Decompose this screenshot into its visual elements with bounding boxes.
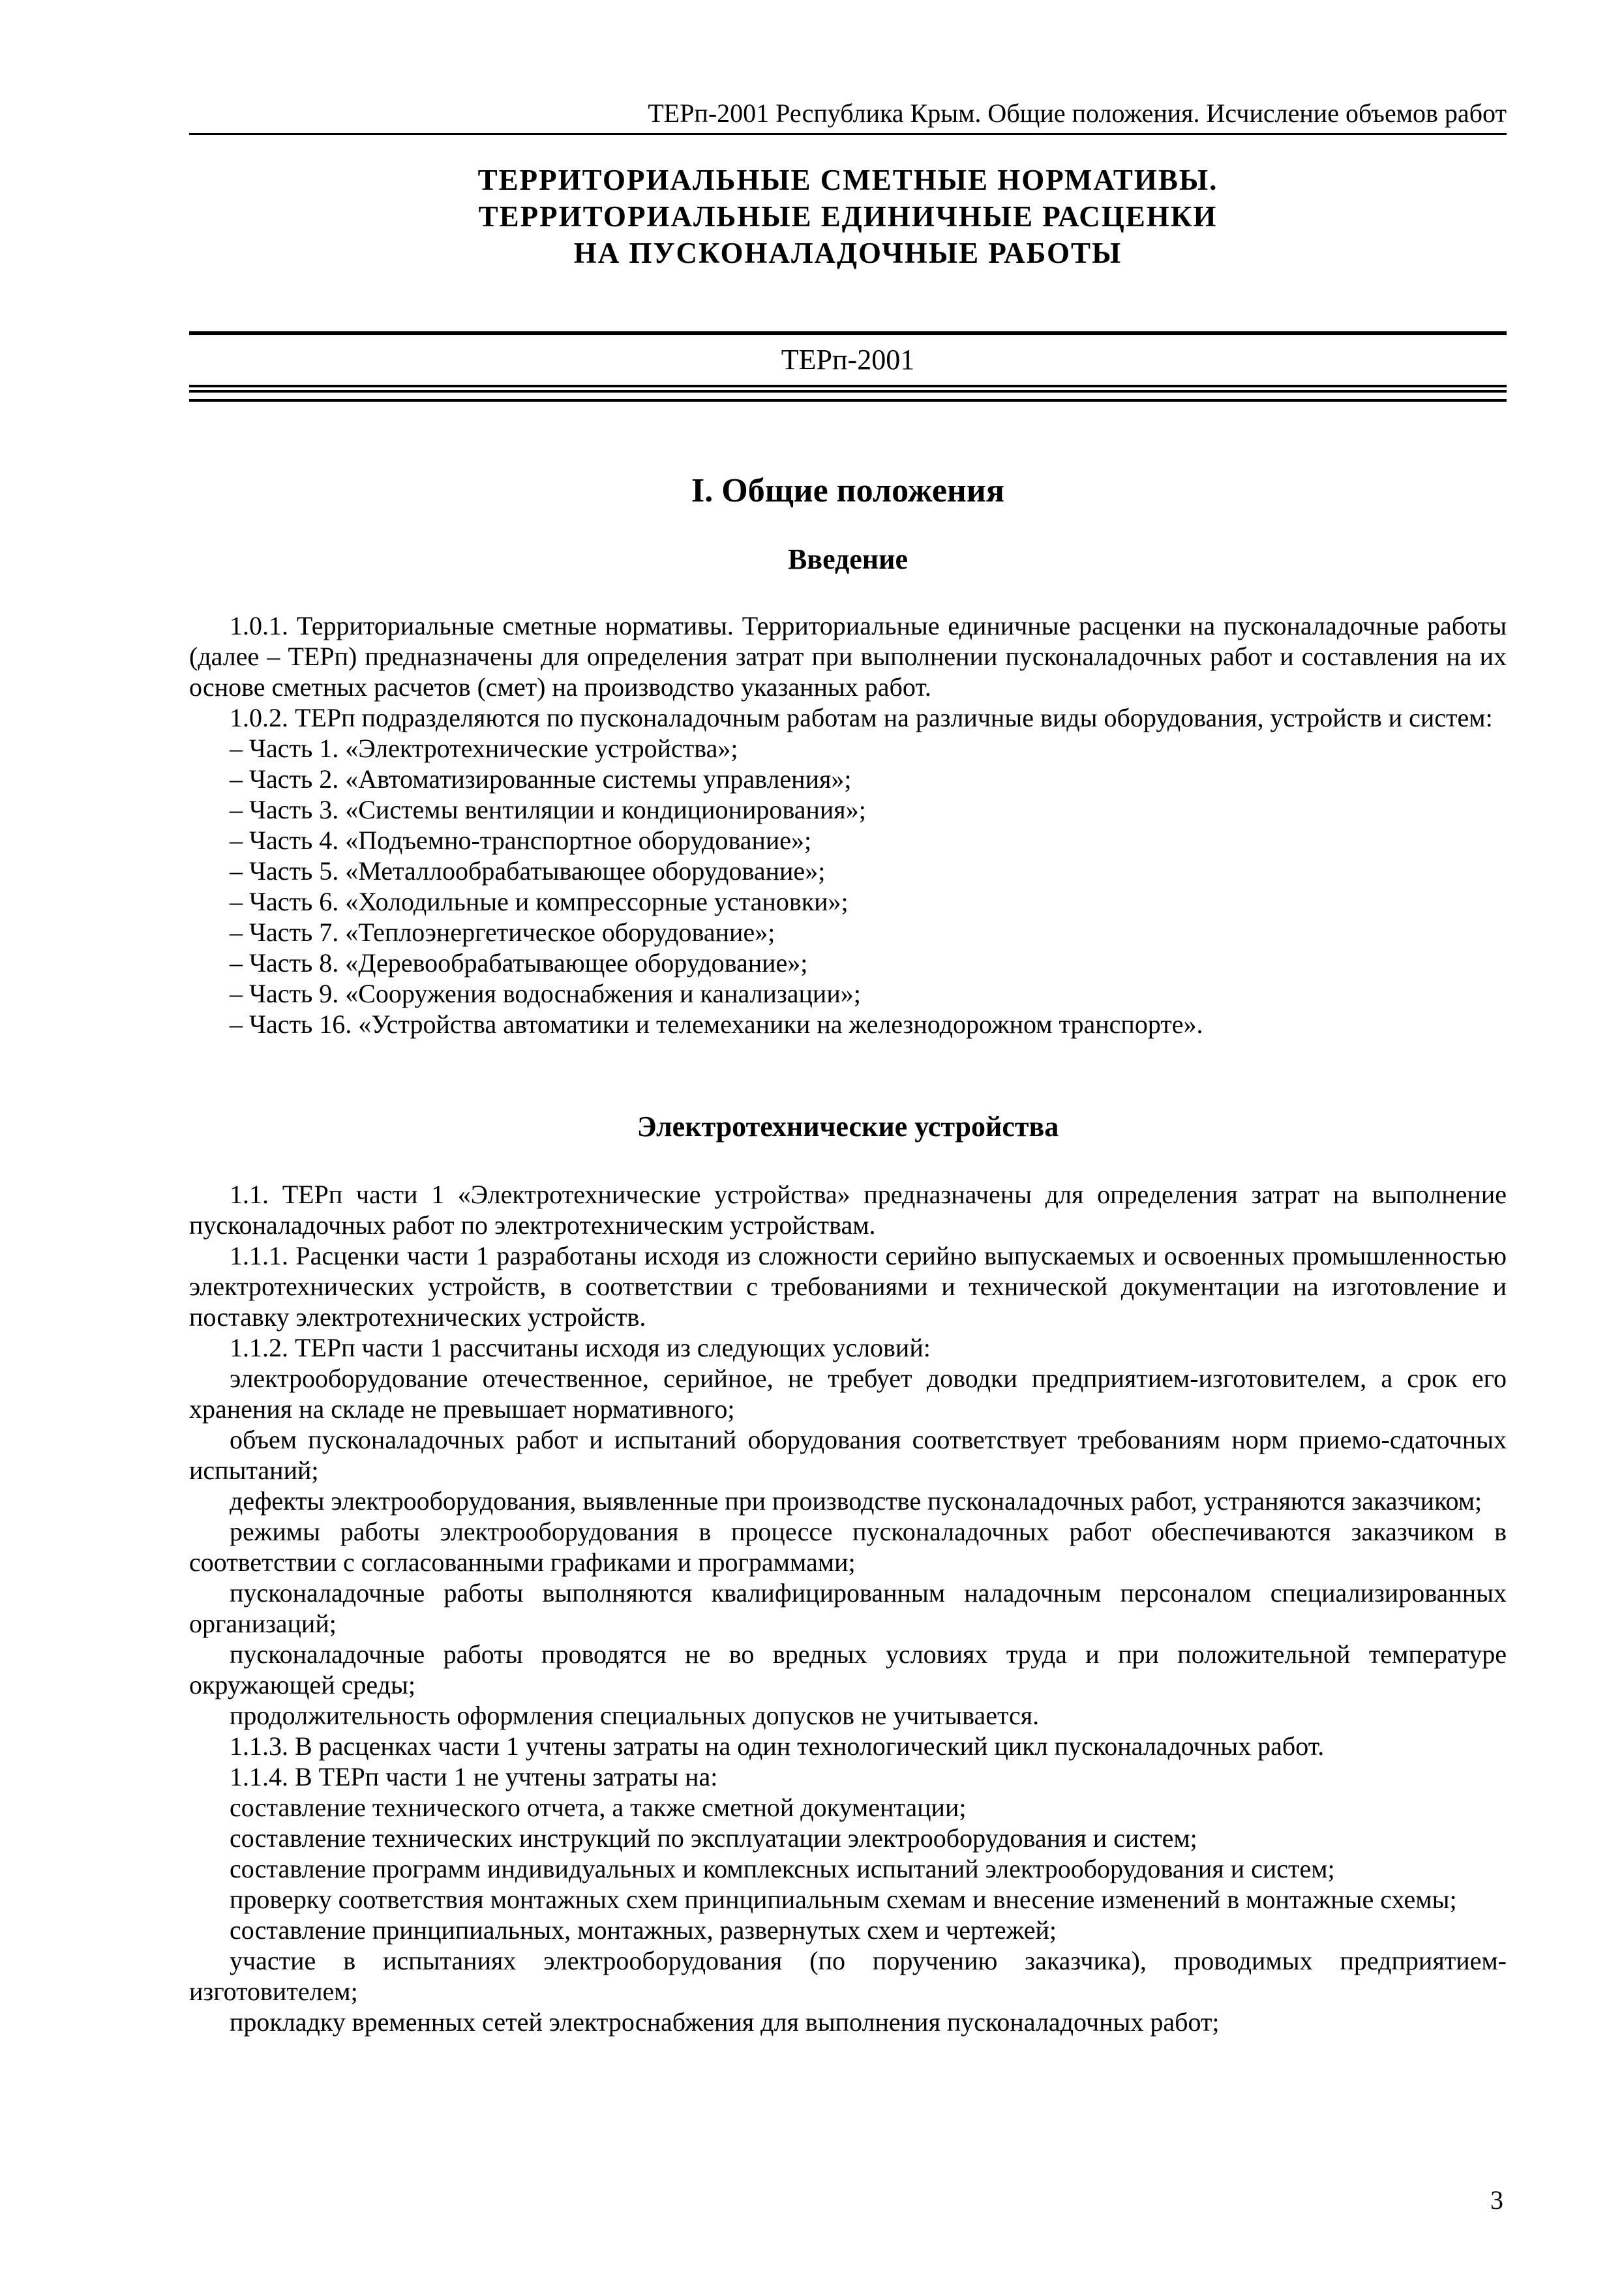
paragraph: пусконаладочные работы выполняются квалифицированным наладочным персоналом специализированных организаций; [189, 1578, 1507, 1638]
list-item: – Часть 5. «Металлообрабатывающее оборудование»; [230, 856, 826, 886]
paragraph: участие в испытаниях электрооборудования (по поручению заказчика), проводимых предприятием-изготовителем; [189, 1946, 1507, 2006]
paragraph: продолжительность оформления специальных допусков не учитывается. [230, 1701, 1040, 1730]
main-title-line-1: ТЕРРИТОРИАЛЬНЫЕ СМЕТНЫЕ НОРМАТИВЫ. [477, 164, 1218, 196]
paragraph: 1.1.3. В расценках части 1 учтены затраты на один технологический цикл пусконаладочных работ. [230, 1731, 1325, 1761]
paragraph: 1.1.2. ТЕРп части 1 рассчитаны исходя из следующих условий: [230, 1333, 931, 1362]
paragraph: объем пусконаладочных работ и испытаний оборудования соответствует требованиям норм приемо-сдаточных испытаний; [189, 1425, 1507, 1485]
main-title-line-3: НА ПУСКОНАЛАДОЧНЫЕ РАБОТЫ [573, 237, 1122, 269]
paragraph: составление технических инструкций по эксплуатации электрооборудования и систем; [230, 1823, 1197, 1853]
paragraph: составление принципиальных, монтажных, развернутых схем и чертежей; [230, 1915, 1057, 1945]
code-double-rule [189, 385, 1507, 402]
list-item: – Часть 3. «Системы вентиляции и кондиционирования»; [230, 795, 866, 824]
paragraph: составление технического отчета, а также сметной документации; [230, 1793, 967, 1822]
list-item: – Часть 6. «Холодильные и компрессорные установки»; [230, 887, 849, 916]
list-item: – Часть 7. «Теплоэнергетическое оборудование»; [230, 918, 775, 947]
paragraph: 1.0.1. Территориальные сметные нормативы. Территориальные единичные расценки на пусконаладочные работы (далее – ТЕРп) предназначены для определения затрат при выполнении пусконаладочных работ и составления на их основе сметных расчетов (смет) на производство указанных работ. [189, 611, 1507, 702]
list-item: – Часть 1. «Электротехнические устройства»; [230, 734, 738, 763]
paragraph: составление программ индивидуальных и комплексных испытаний электрооборудования и систем; [230, 1854, 1335, 1883]
paragraph: 1.1.1. Расценки части 1 разработаны исходя из сложности серийно выпускаемых и освоенных промышленностью электротехнических устройств, в соответствии с требованиями и технической документации на изготовление и поставку электротехнических устройств. [189, 1241, 1507, 1332]
main-title [189, 162, 1507, 271]
paragraph: дефекты электрооборудования, выявленные при производстве пусконаладочных работ, устраняются заказчиком; [230, 1486, 1482, 1516]
list-item: – Часть 2. «Автоматизированные системы управления»; [230, 764, 852, 794]
paragraph: электрооборудование отечественное, серийное, не требует доводки предприятием-изготовителем, а срок его хранения на складе не превышает нормативного; [189, 1364, 1507, 1424]
paragraph: 1.1. ТЕРп части 1 «Электротехнические устройства» предназначены для определения затрат на выполнение пусконаладочных работ по электротехническим устройствам. [189, 1180, 1507, 1240]
page-number: 3 [1490, 2185, 1503, 2215]
paragraph: пусконаладочные работы проводятся не во вредных условиях труда и при положительной температуре окружающей среды; [189, 1639, 1507, 1699]
main-title-line-2: ТЕРРИТОРИАЛЬНЫЕ ЕДИНИЧНЫЕ РАСЦЕНКИ [478, 200, 1218, 233]
intro-heading: Введение [787, 543, 909, 575]
paragraph: 1.0.2. ТЕРп подразделяются по пусконаладочным работам на различные виды оборудования, устройств и систем: [230, 703, 1493, 732]
list-item: – Часть 16. «Устройства автоматики и телемеханики на железнодорожном транспорте». [230, 1010, 1203, 1039]
list-item: – Часть 8. «Деревообрабатывающее оборудование»; [230, 948, 808, 978]
electro-text [189, 1179, 1507, 2037]
paragraph: 1.1.4. В ТЕРп части 1 не учтены затраты на: [230, 1762, 718, 1791]
running-header: ТЕРп-2001 Республика Крым. Общие положения. Исчисление объемов работ [648, 98, 1507, 128]
intro-text [189, 610, 1507, 1040]
list-item: – Часть 9. «Сооружения водоснабжения и канализации»; [230, 979, 861, 1008]
header-rule [189, 133, 1507, 135]
section-title: I. Общие положения [691, 472, 1004, 509]
paragraph: проверку соответствия монтажных схем принципиальным схемам и внесение изменений в монтажные схемы; [230, 1885, 1457, 1914]
paragraph: прокладку временных сетей электроснабжения для выполнения пусконаладочных работ; [230, 2007, 1220, 2037]
paragraph: режимы работы электрооборудования в процессе пусконаладочных работ обеспечиваются заказчиком в соответствии с согласованными графиками и программами; [189, 1517, 1507, 1577]
electro-heading: Электротехнические устройства [637, 1111, 1059, 1143]
code-top-rule [189, 331, 1507, 335]
list-item: – Часть 4. «Подъемно-транспортное оборудование»; [230, 826, 812, 855]
document-code: ТЕРп-2001 [781, 344, 915, 376]
